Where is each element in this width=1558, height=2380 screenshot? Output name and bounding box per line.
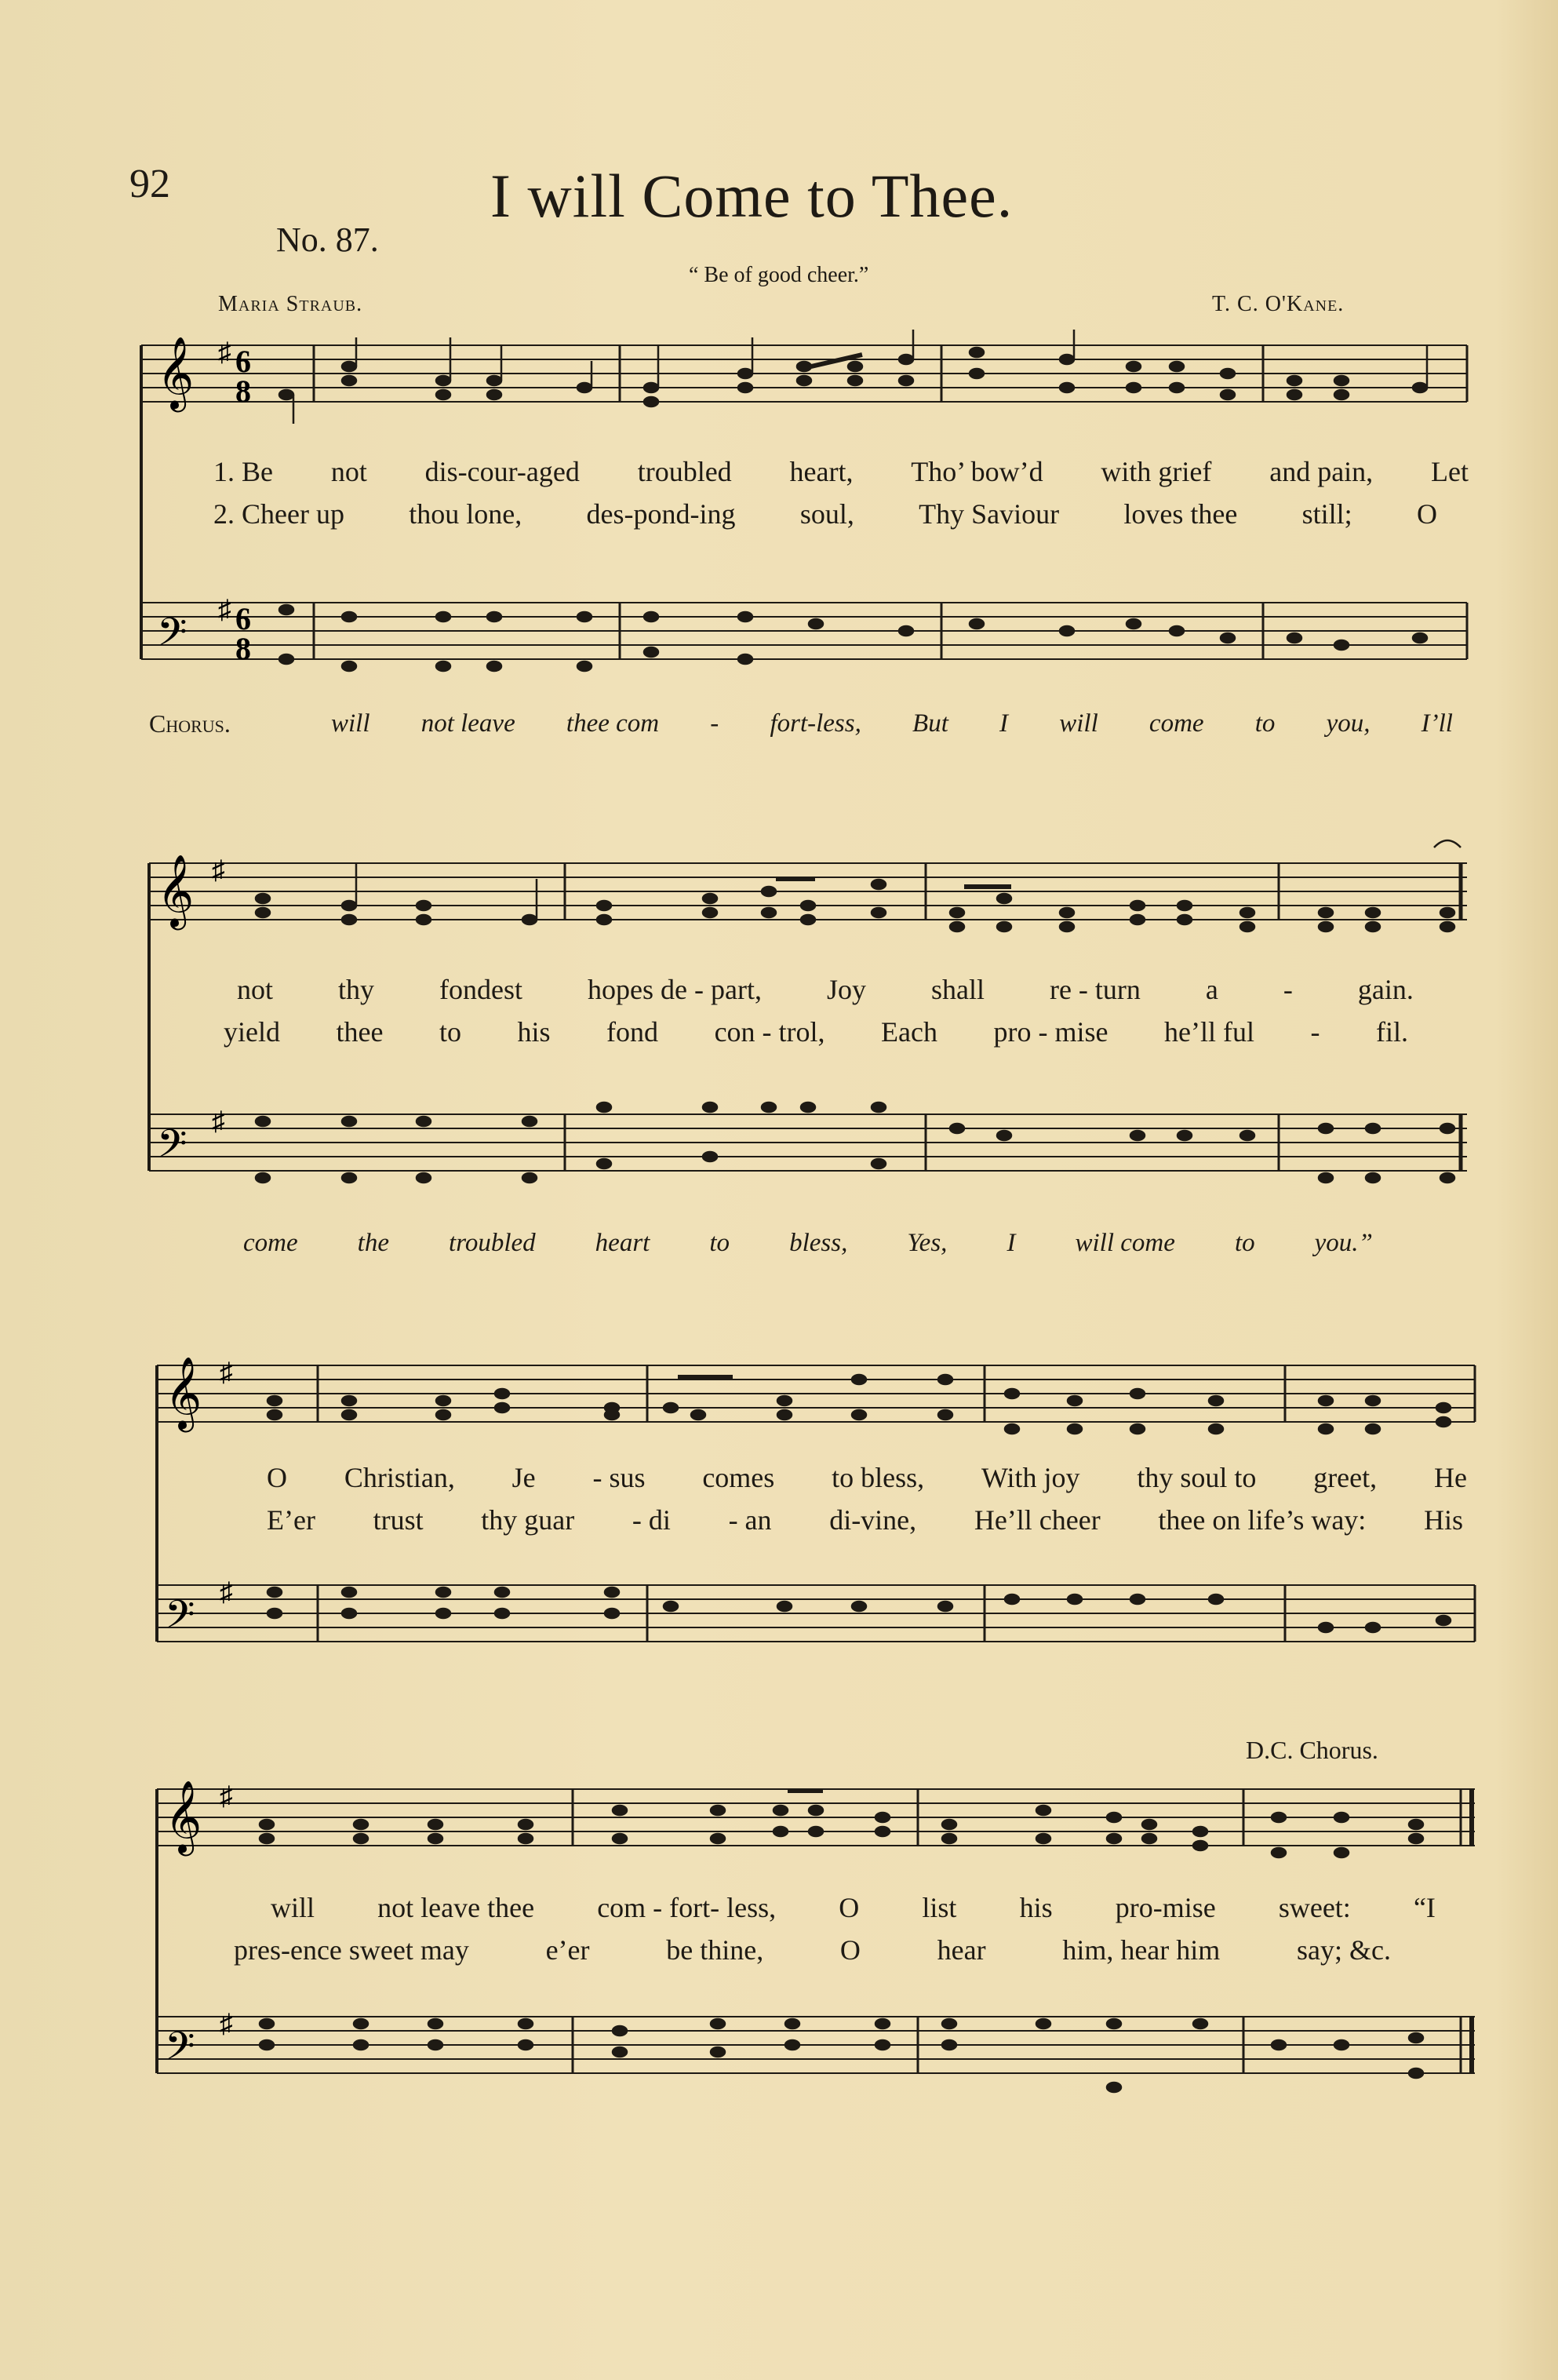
chorus-line-2: come the troubled heart to bless, Yes, I will come to you.” bbox=[243, 1229, 1373, 1257]
treble-clef-icon: 𝄞 bbox=[165, 1356, 202, 1429]
bass-clef-icon: 𝄢 bbox=[157, 610, 187, 665]
key-sharp-icon: ♯ bbox=[220, 1358, 233, 1387]
key-sharp-icon: ♯ bbox=[212, 856, 225, 885]
treble-staff bbox=[141, 345, 1467, 402]
music-system-3 bbox=[149, 1334, 1498, 1664]
verse-1-line-1: 1. Be not dis-cour-aged troubled heart, Tho’ bow’d with grief and pain, Let bbox=[213, 456, 1469, 487]
chorus-line-1: will not leave thee com - fort-less, But I will come to you, I’ll bbox=[331, 709, 1453, 738]
composer-credit: T. C. O'Kane. bbox=[1212, 292, 1345, 316]
dc-chorus-marking: D.C. Chorus. bbox=[1246, 1736, 1378, 1764]
key-sharp-icon: ♯ bbox=[212, 1107, 225, 1136]
key-sharp-icon: ♯ bbox=[220, 2010, 233, 2039]
treble-clef-icon: 𝄞 bbox=[157, 854, 195, 927]
verse-1-line-4: will not leave thee com - fort- less, O list his pro-mise sweet: “I bbox=[271, 1892, 1436, 1923]
lyricist-credit: Maria Straub. bbox=[218, 292, 363, 316]
time-signature-top: 6 bbox=[235, 344, 251, 379]
bass-staff bbox=[141, 603, 1467, 659]
hymn-title: I will Come to Thee. bbox=[490, 162, 1014, 230]
bass-clef-icon: 𝄢 bbox=[165, 1592, 195, 1647]
epigraph: “ Be of good cheer.” bbox=[689, 263, 869, 287]
treble-clef-icon: 𝄞 bbox=[165, 1780, 202, 1853]
key-sharp-icon: ♯ bbox=[220, 1578, 233, 1607]
verse-1-line-3: O Christian, Je - sus comes to bless, With joy thy soul to greet, He bbox=[267, 1462, 1467, 1493]
verse-2-line-1: 2. Cheer up thou lone, des-pond-ing soul, Thy Saviour loves thee still; O bbox=[213, 498, 1437, 530]
time-signature-top: 6 bbox=[235, 601, 251, 636]
verse-2-line-4: pres-ence sweet may e’er be thine, O hear him, hear him say; &c. bbox=[234, 1934, 1391, 1966]
bass-clef-icon: 𝄢 bbox=[165, 2024, 195, 2079]
verse-2-line-2: yield thee to his fond con - trol, Each pro - mise he’ll ful - fil. bbox=[224, 1016, 1408, 1048]
key-sharp-icon: ♯ bbox=[218, 338, 231, 367]
chorus-label: Chorus. bbox=[149, 709, 231, 738]
hymn-number: No. 87. bbox=[276, 221, 379, 259]
page-number: 92 bbox=[129, 162, 170, 206]
time-signature-bottom: 8 bbox=[235, 631, 251, 666]
key-sharp-icon: ♯ bbox=[220, 1782, 233, 1811]
verse-1-line-2: not thy fondest hopes de - part, Joy shall re - turn a - gain. bbox=[237, 974, 1414, 1005]
verse-2-line-3: E’er trust thy guar - di - an di-vine, He’ll cheer thee on life’s way: His bbox=[267, 1504, 1463, 1536]
time-signature-bottom: 8 bbox=[235, 374, 251, 409]
treble-clef-icon: 𝄞 bbox=[157, 336, 195, 409]
bass-clef-icon: 𝄢 bbox=[157, 1121, 187, 1176]
key-sharp-icon: ♯ bbox=[218, 596, 231, 625]
